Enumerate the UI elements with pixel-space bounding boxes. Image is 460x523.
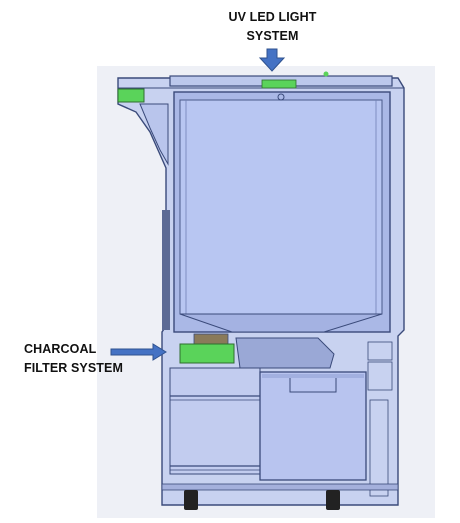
top-left-green-component xyxy=(118,89,144,102)
filter-holder xyxy=(194,334,228,344)
foot-left xyxy=(184,490,198,510)
left-side-wall xyxy=(162,210,170,330)
charcoal-label-line2: FILTER SYSTEM xyxy=(24,361,123,375)
foot-right xyxy=(326,490,340,510)
uv-label-line2: SYSTEM xyxy=(246,29,299,43)
charcoal-filter-system-label xyxy=(24,340,123,378)
right-side-slot-upper xyxy=(368,342,392,360)
led-nub xyxy=(324,72,329,77)
lower-left-compartment xyxy=(170,368,260,474)
right-side-slot-middle xyxy=(368,362,392,390)
collection-bin xyxy=(260,372,366,480)
upper-hopper-bin xyxy=(180,100,382,314)
slanted-tray xyxy=(236,338,334,368)
charcoal-filter-component xyxy=(180,344,234,363)
charcoal-label-line1: CHARCOAL xyxy=(24,342,97,356)
uv-led-light-system-label xyxy=(205,8,340,46)
uv-label-line1: UV LED LIGHT xyxy=(228,10,317,24)
bin-rim xyxy=(262,374,364,378)
right-side-slot-lower xyxy=(370,400,388,496)
base-plate xyxy=(162,484,398,490)
uv-led-module xyxy=(262,80,296,88)
